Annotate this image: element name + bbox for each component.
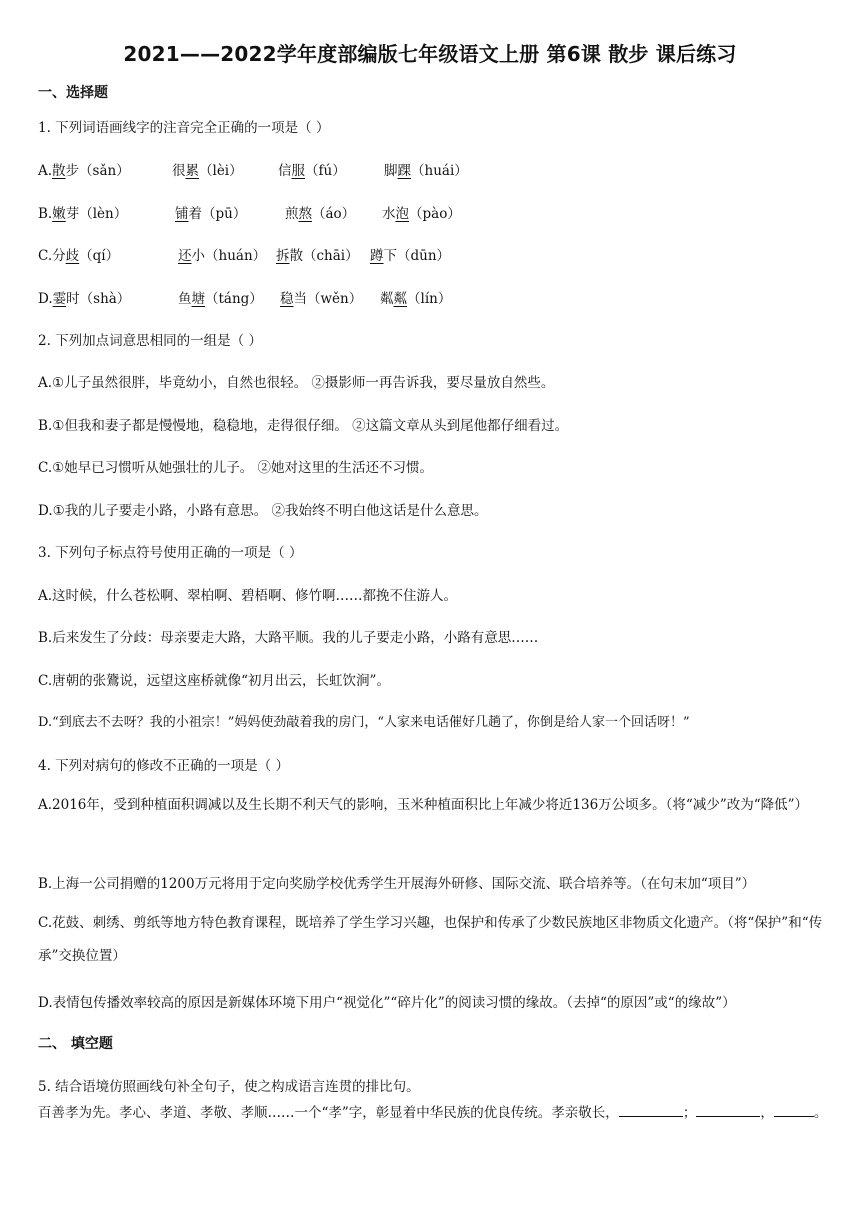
question-2-option-a: A.①儿子虽然很胖，毕竟幼小，自然也很轻。 ②摄影师一再告诉我，要尽量放自然些。 [38, 375, 555, 391]
section-heading-choice: 一、选择题 [38, 85, 108, 101]
question-3-stem: 3. 下列句子标点符号使用正确的一项是（ ） [38, 545, 303, 561]
question-4-stem: 4. 下列对病句的修改不正确的一项是（ ） [38, 758, 289, 774]
question-4-option-a: A.2016年，受到种植面积调减以及生长期不利天气的影响，玉米种植面积比上年减少将近136万公顷多。（将“减少”改为“降低”） [38, 797, 809, 813]
question-3-option-a: A.这时候，什么苍松啊、翠柏啊、碧梧啊、修竹啊……都挽不住游人。 [38, 588, 458, 604]
question-5-stem: 5. 结合语境仿照画线句补全句子，使之构成语言连贯的排比句。 [38, 1079, 420, 1095]
question-2-stem: 2. 下列加点词意思相同的一组是（ ） [38, 333, 262, 349]
question-3-option-c: C.唐朝的张鷟说，远望这座桥就像“初月出云，长虹饮涧”。 [38, 673, 390, 689]
question-2-option-b: B.①但我和妻子都是慢慢地，稳稳地，走得很仔细。 ②这篇文章从头到尾他都仔细看过。 [38, 418, 569, 434]
question-4-option-c: C.花鼓、刺绣、剪纸等地方特色教育课程，既培养了学生学习兴趣，也保护和传承了少数民族地区非物质文化遗产。（将“保护”和“传承”交换位置） [38, 915, 823, 964]
question-3-option-b: B.后来发生了分歧：母亲要走大路，大路平顺。我的儿子要走小路，小路有意思…… [38, 630, 539, 646]
question-2-option-d: D.①我的儿子要走小路，小路有意思。 ②我始终不明白他这话是什么意思。 [38, 503, 488, 519]
answer-blank-1[interactable] [619, 1102, 683, 1117]
page-title: 2021——2022学年度部编版七年级语文上册 第6课 散步 课后练习 [123, 42, 737, 66]
question-4-option-b: B.上海一公司捐赠的1200万元将用于定向奖励学校优秀学生开展海外研修、国际交流、联合培养等。（在句末加“项目”） [38, 876, 756, 892]
worksheet-page: 2021——2022学年度部编版七年级语文上册 第6课 散步 课后练习 一、选择题 1. 下列词语画线字的注音完全正确的一项是（ ） A.散步（sǎn） 很累（lèi） 信服（fú） 脚踝（huái） B.嫩芽（lèn） 铺着（pū） 煎熬（áo） 水泡（pào） C.分歧（qí） 还小（huán） 拆散（chāi） 蹲下（dūn） D.霎时（shà） 鱼塘（táng） 稳当（wěn） 粼粼（lín） 2. 下列加点词意思相同的一组是（ ） A.①儿子虽然很胖，毕竟幼小，自然也很轻。 ②摄影师一再告诉我，要尽量放自然些。 B.①但我和妻子都是慢慢地，稳稳地，走得很仔细。 ②这篇文章从头到尾他都仔细看过。 C.①她早已习惯听从她强壮的儿子。 ②她对这里的生活还不习惯。 D.①我的儿子要走小路，小路有意思。 ②我始终不明白他这话是什么意思。 3. 下列句子标点符号使用正确的一项是（ ） A.这时候，什么苍松啊、翠柏啊、碧梧啊、修竹啊……都挽不住游人。 B.后来发生了分歧：母亲要走大路，大路平顺。我的儿子要走小路，小路有意思…… C.唐朝的张鷟说，远望这座桥就像“初月出云，长虹饮涧”。 D.“到底去不去呀？我的小祖宗！”妈妈使劲敲着我的房门，“人家来电话催好几趟了，你倒是给人家一个回话呀！” 4. 下列对病句的修改不正确的一项是（ ） A.2016年，受到种植面积调减以及生长期不利天气的影响，玉米种植面积比上年减少将近136万公顷多。（将“减少”改为“降低”） B.上海一公司捐赠的1200万元将用于定向奖励学校优秀学生开展海外研修、国际交流、联合培养等。（在句末加“项目”） C.花鼓、刺绣、剪纸等地方特色教育课程，既培养了学生学习兴趣，也保护和传承了少数民族地区非物质文化遗产。（将“保护”和“传承”交换位置） D.表情包传播效率较高的原因是新媒体环境下用户“视觉化”“碎片化”的阅读习惯的缘故。（去掉“的原因”或“的缘故”） 二、 填空题 5. 结合语境仿照画线句补全句子，使之构成语言连贯的排比句。 百善孝为先。孝心、孝道、孝敬、孝顺……一个“孝”字，彰显着中华民族的优良传统。孝亲敬长， ； ， 。 [0, 0, 860, 1216]
question-4-option-d: D.表情包传播效率较高的原因是新媒体环境下用户“视觉化”“碎片化”的阅读习惯的缘故。（去掉“的原因”或“的缘故”） [38, 995, 736, 1011]
question-3-option-d: D.“到底去不去呀？我的小祖宗！”妈妈使劲敲着我的房门，“人家来电话催好几趟了，你倒是给人家一个回话呀！” [38, 715, 690, 730]
section-heading-fill: 二、 填空题 [38, 1036, 113, 1052]
answer-blank-2[interactable] [696, 1102, 760, 1117]
question-5-body: 百善孝为先。孝心、孝道、孝敬、孝顺……一个“孝”字，彰显着中华民族的优良传统。孝亲敬长， ； ， 。 [38, 1097, 828, 1129]
question-2-option-c: C.①她早已习惯听从她强壮的儿子。 ②她对这里的生活还不习惯。 [38, 460, 434, 476]
answer-blank-3[interactable] [774, 1102, 814, 1117]
question-1-stem: 1. 下列词语画线字的注音完全正确的一项是（ ） [38, 120, 330, 136]
